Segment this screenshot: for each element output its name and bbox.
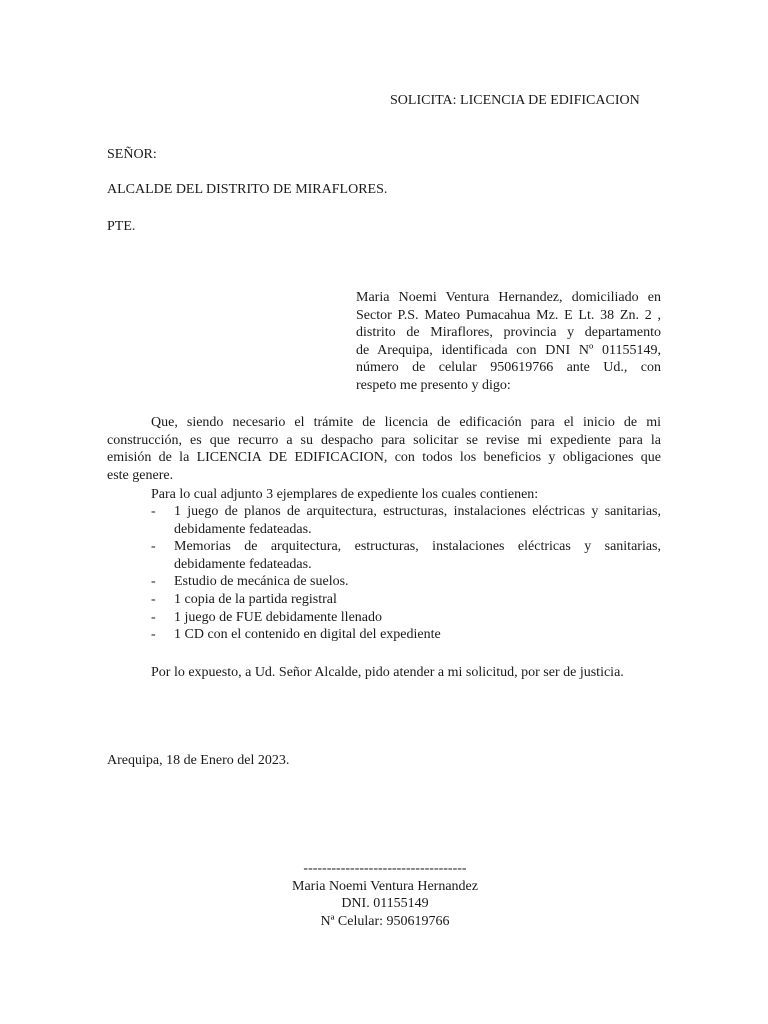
bullet-dash: -: [151, 539, 156, 555]
list-item: [151, 626, 661, 644]
body-line: construcción, es que recurro a su despacho para solicitar se revise mi expediente para la: [107, 432, 661, 448]
list-item: [151, 591, 661, 609]
request-paragraph: [107, 414, 661, 484]
signer-name: Maria Noemi Ventura Hernandez: [292, 878, 478, 894]
intro-line: Maria Noemi Ventura Hernandez, domiciliado en: [356, 290, 661, 305]
intro-line: distrito de Miraflores, provincia y departamento: [356, 325, 661, 341]
attachment-text: 1 juego de planos de arquitectura, estructuras, instalaciones eléctricas y sanitarias, debidamente fedateadas.: [174, 504, 661, 537]
attachments-list: [151, 503, 661, 644]
salutation: SEÑOR:: [107, 147, 157, 162]
list-item: [151, 503, 661, 538]
place-date: Arequipa, 18 de Enero del 2023.: [107, 753, 290, 768]
bullet-dash: -: [151, 504, 156, 519]
list-item: [151, 573, 661, 591]
attachment-text: 1 copia de la partida registral: [174, 591, 337, 607]
intro-line: respeto me presento y digo:: [356, 377, 511, 393]
attachment-text: Memorias de arquitectura, estructuras, instalaciones eléctricas y sanitarias, debidamente fedateadas.: [174, 539, 661, 572]
attachment-text: 1 juego de FUE debidamente llenado: [174, 609, 382, 625]
list-item: [151, 538, 661, 573]
attachment-text: Estudio de mecánica de suelos.: [174, 574, 349, 590]
body-line: emisión de la LICENCIA DE EDIFICACION, con todos los beneficios y obligaciones que: [107, 450, 661, 466]
bullet-dash: -: [151, 627, 156, 643]
subject-line: SOLICITA: LICENCIA DE EDIFICACION: [390, 93, 640, 108]
attachment-text: 1 CD con el contenido en digital del expediente: [174, 627, 441, 643]
signer-phone: Nª Celular: 950619766: [320, 913, 450, 929]
attachments-intro: Para lo cual adjunto 3 ejemplares de expediente los cuales contienen:: [151, 487, 539, 502]
bullet-dash: -: [151, 574, 156, 590]
intro-line: número de celular 950619766 ante Ud., con: [356, 360, 661, 376]
closing-statement: Por lo expuesto, a Ud. Señor Alcalde, pido atender a mi solicitud, por ser de justicia.: [151, 665, 624, 680]
intro-line: de Arequipa, identificada con DNI Nº 01155149,: [356, 342, 661, 358]
list-item: [151, 609, 661, 627]
signer-dni: DNI. 01155149: [341, 896, 429, 912]
body-line: este genere.: [107, 467, 174, 483]
addressee: ALCALDE DEL DISTRITO DE MIRAFLORES.: [107, 182, 388, 197]
bullet-dash: -: [151, 609, 156, 625]
presente-abbrev: PTE.: [107, 219, 136, 234]
signature-block: [245, 860, 525, 930]
body-line: Que, siendo necesario el trámite de licencia de edificación para el inicio de mi: [151, 415, 661, 430]
intro-line: Sector P.S. Mateo Pumacahua Mz. E Lt. 38 Zn. 2 ,: [356, 307, 661, 323]
bullet-dash: -: [151, 591, 156, 607]
applicant-intro: [356, 289, 661, 395]
signature-line: -----------------------------------: [303, 861, 467, 876]
